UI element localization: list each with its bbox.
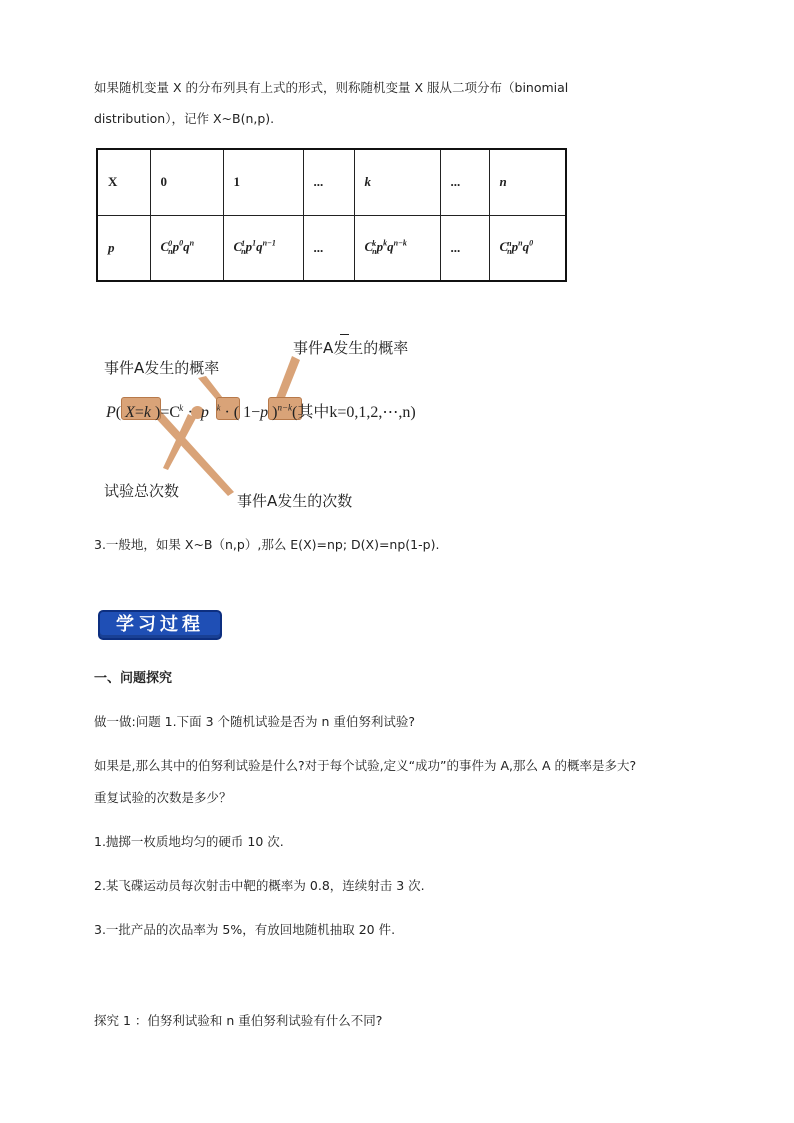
table-cell: 0 <box>150 149 223 215</box>
question-intro: 做一做:问题 1.下面 3 个随机试验是否为 n 重伯努利试验? <box>94 714 416 729</box>
exploration-1: 探究 1 ：伯努利试验和 n 重伯努利试验有什么不同? <box>94 1013 383 1028</box>
intro-line-2: distribution），记作 X~B(n,p). <box>94 111 275 126</box>
table-cell: k <box>354 149 440 215</box>
table-cell-formula: C k n $p^kq^{n-k}$ <box>354 215 440 281</box>
leader-lines <box>0 0 794 560</box>
label-probability-of-A: 事件A发生的概率 <box>104 359 220 377</box>
label-occurrences-of-A: 事件A发生的次数 <box>237 492 353 510</box>
intro-line-1: 如果随机变量 X 的分布列具有上式的形式，则称随机变量 X 服从二项分布（binomial <box>94 80 569 95</box>
table-cell-formula: C n n $p^nq^0$ <box>489 215 566 281</box>
binomial-formula: P( X=k )=C k n · p $^k$ · ( 1−p )$^{n-k}$(其中k=0,1,2,⋯,n) <box>106 402 416 423</box>
section-badge <box>98 610 222 640</box>
table-cell: p <box>97 215 150 281</box>
table-cell-formula: C 1 n $p^1q^{n-1}$ <box>223 215 303 281</box>
overline-bar <box>340 334 349 335</box>
label-probability-of-not-A: 事件A发生的概率 <box>293 339 409 357</box>
formula-suffix: (其中k=0,1,2,⋯,n) <box>292 404 416 421</box>
section-badge-label: 学习过程 <box>116 614 204 635</box>
section-heading: 一、问题探究 <box>94 671 173 686</box>
table-cell: X <box>97 149 150 215</box>
expectation-variance-line: 3.一般地，如果 X~B（n,p）,那么 E(X)=np; D(X)=np(1-p). <box>94 537 440 552</box>
question-line-2: 如果是,那么其中的伯努利试验是什么?对于每个试验,定义“成功”的事件为 A,那么 A 的概率是多大? <box>94 758 637 773</box>
table-cell: ... <box>440 149 489 215</box>
leader-line <box>276 356 300 400</box>
table-cell: n <box>489 149 566 215</box>
table-cell: ... <box>303 215 354 281</box>
list-item: 2.某飞碟运动员每次射击中靶的概率为 0.8，连续射击 3 次. <box>94 878 425 893</box>
label-total-trials: 试验总次数 <box>104 482 180 500</box>
table-cell: ... <box>303 149 354 215</box>
list-item: 1.抛掷一枚质地均匀的硬币 10 次. <box>94 834 284 849</box>
question-line-3: 重复试验的次数是多少？ <box>94 790 232 805</box>
table-cell: 1 <box>223 149 303 215</box>
table-cell-formula: C 0 n $p^0q^n$ <box>150 215 223 281</box>
table-cell: ... <box>440 215 489 281</box>
list-item: 3.一批产品的次品率为 5%，有放回地随机抽取 20 件. <box>94 922 396 937</box>
